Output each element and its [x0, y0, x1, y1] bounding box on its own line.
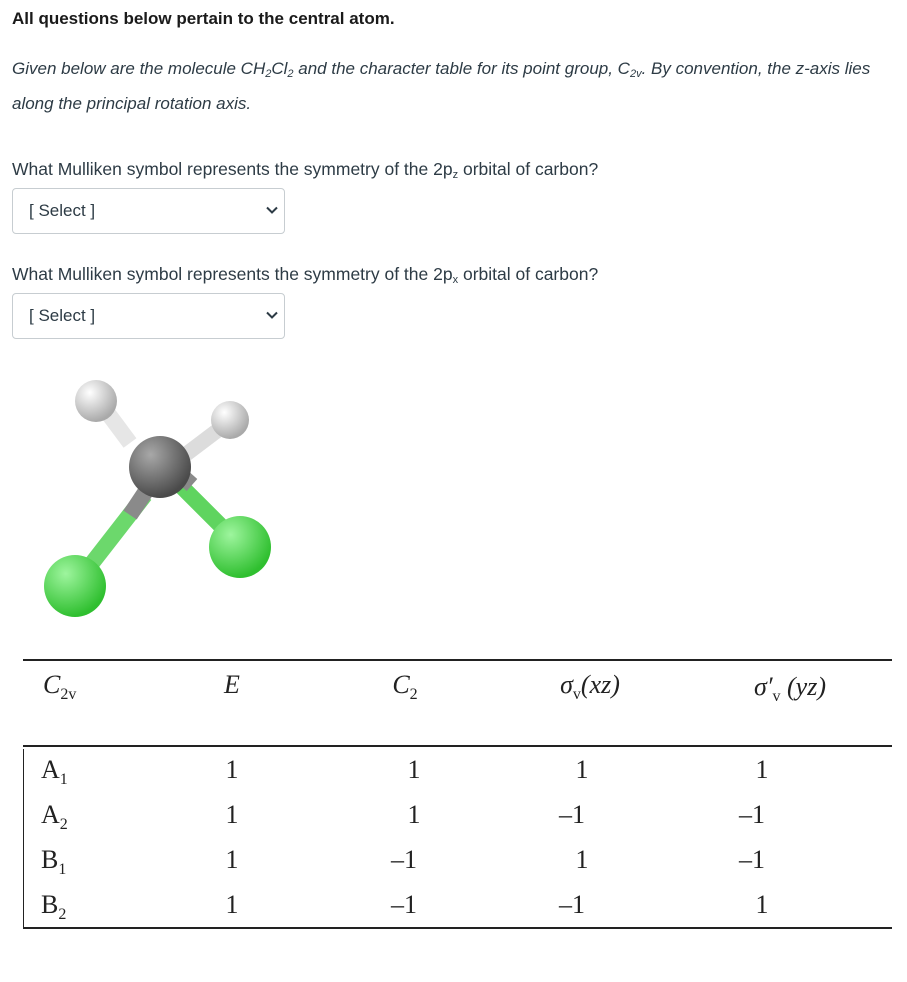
char-value: –1 — [559, 890, 585, 919]
header-sigma-v-prime-yz: $\sigma'_v$ (yz) — [754, 672, 826, 706]
hydrogen-atom — [75, 380, 117, 422]
table-top-rule — [23, 659, 892, 661]
select-value: [ Select ] — [29, 201, 96, 220]
ch2cl2-molecule-image — [30, 365, 290, 625]
row-label-B1: $B_1$ — [41, 845, 67, 879]
row-label-A2: $A_2$ — [41, 800, 68, 834]
chevron-down-icon — [265, 308, 279, 322]
table-left-rule — [23, 749, 24, 927]
chlorine-atom — [209, 516, 271, 578]
answer-select-2px[interactable] — [12, 293, 285, 339]
header-C2: $C_2$ — [392, 670, 418, 704]
question-2pz: What Mulliken symbol represents the symmetry of the $2p_z$ orbital of carbon? — [12, 159, 599, 181]
char-value: 1 — [755, 890, 769, 919]
chlorine-atom — [44, 555, 106, 617]
answer-select-2pz[interactable] — [12, 188, 285, 234]
char-value: –1 — [559, 800, 585, 829]
chevron-down-icon — [265, 203, 279, 217]
row-label-A1: $A_1$ — [41, 755, 68, 789]
char-value: –1 — [391, 890, 417, 919]
select-value: [ Select ] — [29, 306, 96, 325]
char-value: –1 — [739, 845, 765, 874]
header-sigma-v-xz: $\sigma_v(xz)$ — [560, 670, 620, 704]
char-value: 1 — [225, 890, 239, 919]
char-value: 1 — [225, 755, 239, 784]
row-label-B2: $B_2$ — [41, 890, 67, 924]
table-bottom-rule — [23, 927, 892, 929]
char-value: 1 — [755, 755, 769, 784]
question-2px: What Mulliken symbol represents the symmetry of the $2p_x$ orbital of carbon? — [12, 264, 599, 286]
char-value: 1 — [225, 800, 239, 829]
point-group-label: $C_{2v}$ — [43, 670, 77, 704]
char-value: 1 — [407, 800, 421, 829]
table-header-rule — [23, 745, 892, 747]
carbon-atom — [129, 436, 191, 498]
intro-text: Given below are the molecule $CH_2Cl_2$ and the character table for its point group, $C_{2v}$. By convention, the z-axis lies along the principal rotation axis. — [12, 59, 871, 113]
char-value: 1 — [225, 845, 239, 874]
char-value: 1 — [575, 755, 589, 784]
char-value: 1 — [407, 755, 421, 784]
header-E: E — [224, 670, 240, 699]
heading: All questions below pertain to the central atom. — [12, 9, 395, 28]
hydrogen-atom — [211, 401, 249, 439]
char-value: –1 — [391, 845, 417, 874]
char-value: –1 — [739, 800, 765, 829]
char-value: 1 — [575, 845, 589, 874]
